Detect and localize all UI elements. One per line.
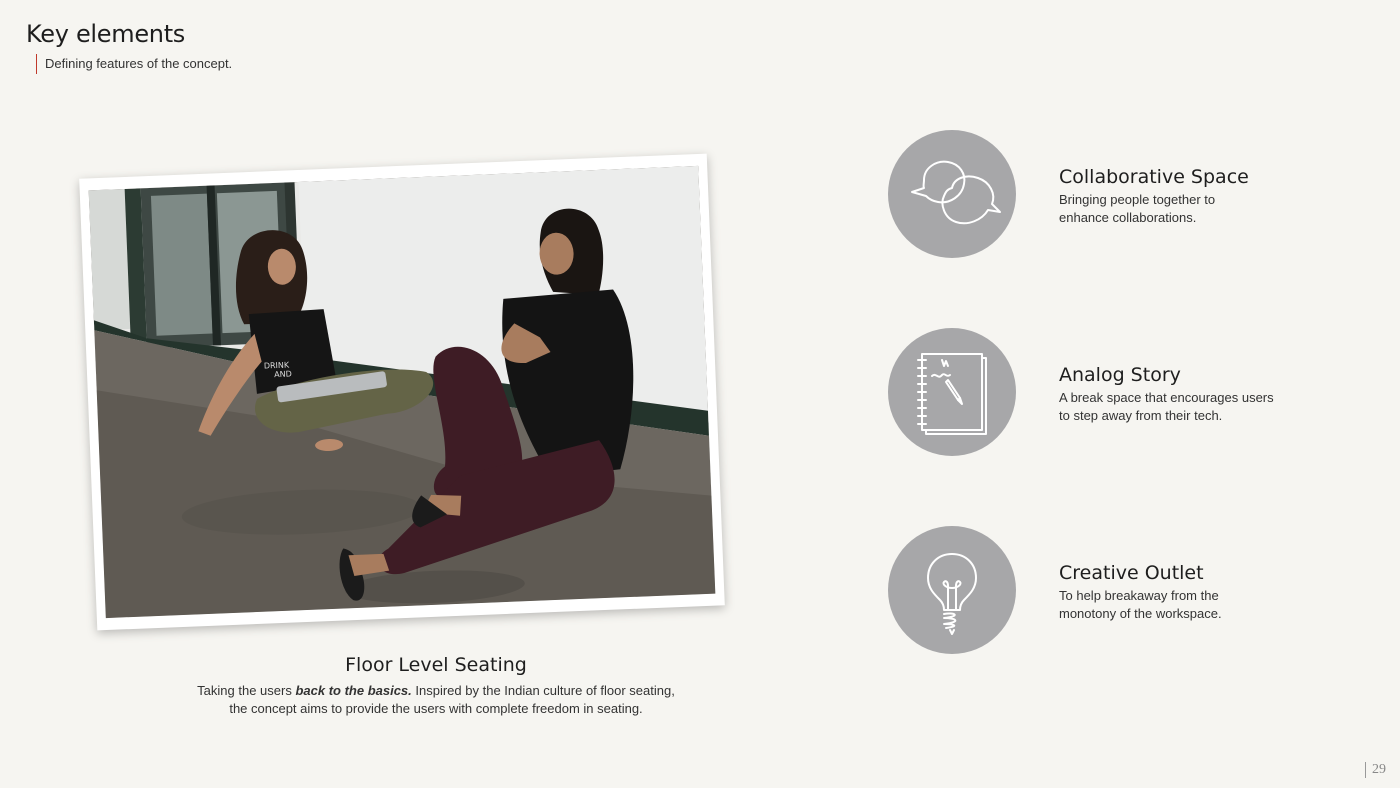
feature-desc-line: To help breakaway from the	[1059, 588, 1219, 603]
caption-emphasis: back to the basics.	[295, 683, 412, 698]
feature-collaborative-space	[888, 130, 1368, 260]
feature-analog-story	[888, 328, 1368, 458]
floor-seating-photo	[89, 166, 716, 618]
speech-bubbles-icon	[888, 130, 1016, 258]
photo-caption-body	[160, 682, 712, 718]
feature-creative-outlet	[888, 526, 1368, 656]
feature-title: Analog Story	[1059, 364, 1181, 386]
photo-caption-title: Floor Level Seating	[345, 654, 527, 676]
feature-desc-line: A break space that encourages users	[1059, 390, 1274, 405]
feature-desc-line: to step away from their tech.	[1059, 408, 1223, 423]
page-title: Key elements	[26, 20, 186, 48]
caption-text: Taking the users	[197, 683, 296, 698]
feature-description	[1059, 191, 1299, 227]
shirt-print-text: AND	[274, 369, 292, 380]
notebook-pencil-icon	[888, 328, 1016, 456]
feature-desc-line: enhance collaborations.	[1059, 210, 1197, 225]
feature-desc-line: monotony of the workspace.	[1059, 606, 1222, 621]
lightbulb-icon	[888, 526, 1016, 654]
feature-description	[1059, 587, 1299, 623]
page-number: 29	[1365, 762, 1386, 778]
shirt-print-text: DRINK	[263, 360, 290, 371]
feature-title: Collaborative Space	[1059, 166, 1249, 188]
caption-line-1	[160, 682, 712, 700]
photo-frame	[79, 154, 725, 631]
feature-description	[1059, 389, 1299, 425]
caption-line-2: the concept aims to provide the users with complete freedom in seating.	[229, 701, 643, 716]
page-subtitle: Defining features of the concept.	[36, 54, 232, 74]
caption-text: Inspired by the Indian culture of floor seating,	[411, 683, 675, 698]
feature-desc-line: Bringing people together to	[1059, 192, 1216, 207]
feature-title: Creative Outlet	[1059, 562, 1204, 584]
